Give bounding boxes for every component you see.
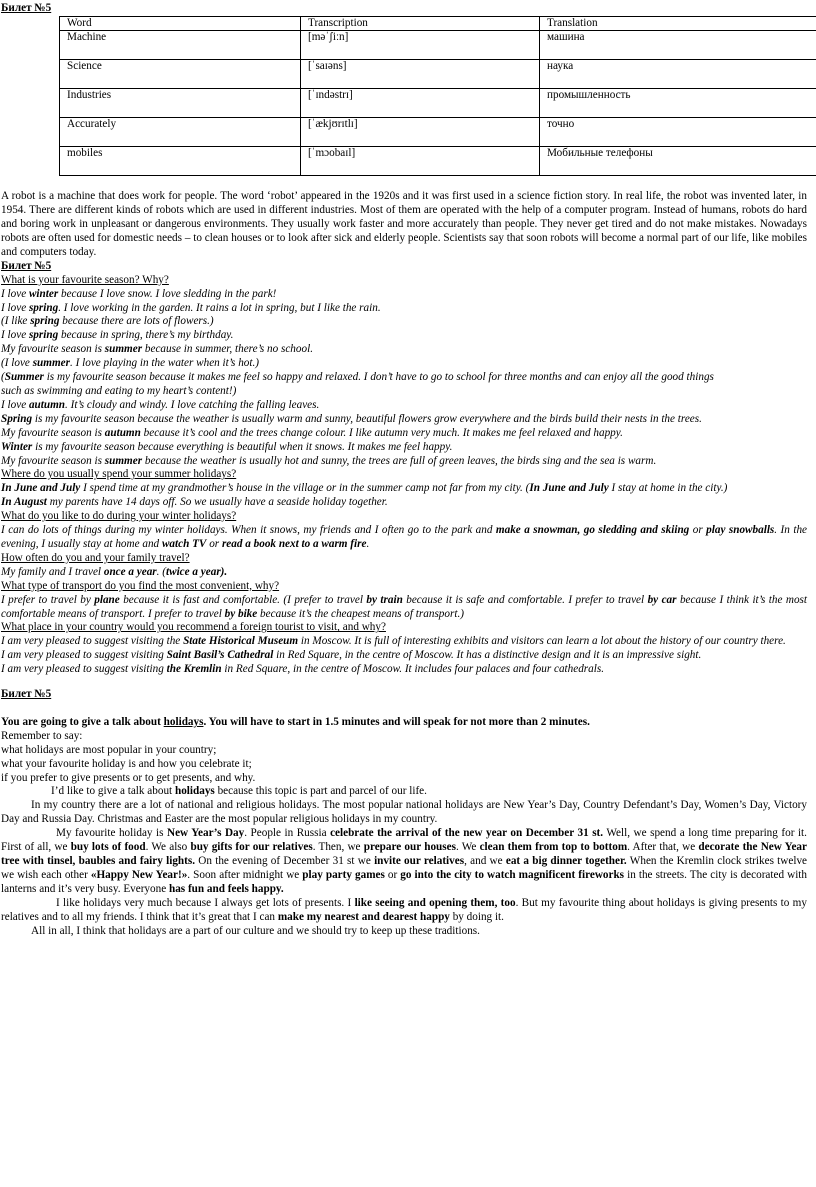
bold-run: play party games <box>302 868 385 881</box>
season-answer: I love spring because in spring, there’s my birthday. <box>1 329 234 342</box>
text-run: . Soon after midnight we <box>187 868 303 881</box>
summer-answer: In June and July I spend time at my grandmother’s house in the village or in the summer camp not far from my city. (In June and July I stay at home in the city.) <box>1 482 728 495</box>
text-run: in the streets. The city is decorated with lanterns and it’s very busy. Everyone <box>1 868 808 895</box>
answers-summer-holidays <box>1 482 807 510</box>
essay-paragraph-holidays: In my country there are a lot of national and religious holidays. The most popular national holidays are New Year’s Day, Country Defendant’s Day, Women’s Day, Victory Day and Russia Day. Christmas and Easter are the most popular religious holidays in my country. <box>1 799 807 826</box>
vocab-row <box>60 89 816 118</box>
vocab-word: Science <box>60 60 301 89</box>
vocab-translation: наука <box>540 60 816 89</box>
season-answer: Spring is my favourite season because the weather is usually warm and sunny, beautiful flowers grow everywhere and the birds build their nests in the trees. <box>1 412 702 425</box>
text-run: . After that, we <box>627 841 699 854</box>
place-answer: I am very pleased to suggest visiting the Kremlin in Red Square, in the centre of Moscow. It includes four palaces and four cathedrals. <box>1 663 605 676</box>
vocab-translation: точно <box>540 118 816 147</box>
season-answer: (I like spring because there are lots of flowers.) <box>1 315 214 328</box>
vocabulary-table <box>59 16 816 176</box>
bold-run: celebrate the arrival of the new year on December 31 st. <box>330 827 604 840</box>
vocab-translation: машина <box>540 31 816 60</box>
season-answer: My favourite season is autumn because it’s cool and the trees change colour. I like autumn very much. It makes me feel relaxed and happy. <box>1 426 623 439</box>
vocab-row <box>60 118 816 147</box>
season-answer: My favourite season is summer because in summer, there’s no school. <box>1 343 313 356</box>
bold-run: New Year’s Day <box>167 827 245 840</box>
season-answer: My favourite season is summer because the weather is usually hot and sunny, the trees are full of green leaves, the birds sing and the sea is warm. <box>1 454 657 467</box>
season-answer: I love spring. I love working in the garden. It rains a lot in spring, but I like the rain. <box>1 301 381 314</box>
vocab-transcription: [ˈsaɪəns] <box>301 60 540 89</box>
task-point: if you prefer to give presents or to get presents, and why. <box>1 771 256 784</box>
text-run: , and we <box>464 855 506 867</box>
text-run: by doing it. <box>449 910 504 923</box>
vocab-row <box>60 147 816 176</box>
ticket-heading-1: Билет №5 <box>1 2 52 14</box>
bold-run: buy gifts for our relatives <box>190 841 313 854</box>
question-place-to-visit: What place in your country would you recommend a foreign tourist to visit, and why? <box>1 621 386 634</box>
text-run: . But my favourite thing about holidays is giving presents to my relatives and to all my friends. I think that it’s great that I can <box>1 896 807 923</box>
bold-run: has fun and feels happy. <box>168 882 284 895</box>
text-run: . We <box>455 841 480 854</box>
text-run: On the evening of December 31 st we <box>195 855 375 867</box>
bold-run: eat a big dinner together. <box>505 855 627 867</box>
season-answer: (I love summer. I love playing in the water when it’s hot.) <box>1 357 260 370</box>
essay-paragraph-new-year <box>1 827 807 897</box>
text-run: . We also <box>145 841 191 854</box>
bold-run: buy lots of food <box>70 841 146 854</box>
bold-run: clean them from top to bottom <box>479 841 628 854</box>
vocab-transcription: [məˈʃiːn] <box>301 31 540 60</box>
question-transport: What type of transport do you find the most convenient, why? <box>1 579 280 592</box>
vocab-word: Industries <box>60 89 301 118</box>
bold-run: like seeing and opening them, too <box>354 896 516 909</box>
season-answer: (Summer is my favourite season because it makes me feel so happy and relaxed. I don’t have to go to school for three months and can enjoy all the good things such as swimming and eating to my heart’s content!) <box>1 371 714 397</box>
season-answer: Winter is my favourite season because everything is beautiful when it snows. It makes me feel happy. <box>1 440 453 453</box>
text-run: . Then, we <box>312 841 364 854</box>
answer-winter-holidays: I can do lots of things during my winter holidays. When it snows, my friends and I often go to the park and make a snowman, go sledding and skiing or play snowballs. In the evening, I usually stay at home and watch TV or read a book next to a warm fire. <box>1 524 808 550</box>
text-run: My favourite holiday is <box>56 827 167 840</box>
vocab-header-row <box>60 16 816 30</box>
bold-run: prepare our houses <box>363 841 456 854</box>
bold-run: «Happy New Year!» <box>90 868 188 881</box>
ticket-heading-2: Билет №5 <box>1 259 52 272</box>
vocab-transcription: [ˈɪndəstrɪ] <box>301 89 540 118</box>
question-favourite-season: What is your favourite season? Why? <box>1 273 169 286</box>
vocab-word: Machine <box>60 31 301 60</box>
essay-paragraph-intro: I’d like to give a talk about holidays because this topic is part and parcel of our life. <box>51 785 427 798</box>
vocab-header-translation: Translation <box>540 16 816 30</box>
bold-run: go into the city to watch magnificent fireworks <box>400 868 625 881</box>
task-instructions: You are going to give a talk about holidays. You will have to start in 1.5 minutes and will speak for not more than 2 minutes. <box>1 715 590 728</box>
text-run: I like holidays very much because I always get lots of presents. I <box>56 896 355 909</box>
task-point: what holidays are most popular in your country; <box>1 743 217 756</box>
vocab-header-transcription: Transcription <box>301 16 540 30</box>
bold-run: make my nearest and dearest happy <box>277 910 450 923</box>
vocab-row <box>60 60 816 89</box>
bold-run: invite our relatives <box>374 855 465 867</box>
answers-place-to-visit <box>1 635 807 677</box>
vocab-row <box>60 31 816 60</box>
remember-label: Remember to say: <box>1 729 83 742</box>
vocab-word: Accurately <box>60 118 301 147</box>
text-run: . People in Russia <box>244 827 331 840</box>
task-point: what your favourite holiday is and how you celebrate it; <box>1 757 252 770</box>
vocab-transcription: [ˈækjʊrɪtlɪ] <box>301 118 540 147</box>
answer-family-travel: My family and I travel once a year. (twice a year). <box>1 565 228 578</box>
vocab-transcription: [ˈmɔobaɪl] <box>301 147 540 176</box>
vocab-word: mobiles <box>60 147 301 176</box>
place-answer: I am very pleased to suggest visiting Saint Basil’s Cathedral in Red Square, in the centre of Moscow. It has a distinctive design and it is an impressive sight. <box>1 649 702 662</box>
bold-run: decorate the New Year tree with tinsel, baubles and fairy lights. <box>1 841 807 867</box>
essay-paragraph-conclusion: All in all, I think that holidays are a part of our culture and we should try to keep up these traditions. <box>31 924 480 937</box>
vocab-header-word: Word <box>60 16 301 30</box>
text-run: When the Kremlin clock strikes twelve we wish each other <box>1 855 808 881</box>
essay-paragraph-presents <box>1 897 807 925</box>
vocab-translation: Мобильные телефоны <box>540 147 816 176</box>
place-answer: I am very pleased to suggest visiting the State Historical Museum in Moscow. It is full of interesting exhibits and visitors can learn a lot about the history of our country there. <box>1 635 786 648</box>
question-winter-holidays: What do you like to do during your winter holidays? <box>1 510 237 523</box>
question-summer-holidays: Where do you usually spend your summer holidays? <box>1 468 237 481</box>
ticket-heading-3: Билет №5 <box>1 688 52 701</box>
text-run: or <box>384 868 401 881</box>
season-answer: I love autumn. It’s cloudy and windy. I love catching the falling leaves. <box>1 398 320 411</box>
question-family-travel: How often do you and your family travel? <box>1 551 190 564</box>
summer-answer: In August my parents have 14 days off. So we usually have a seaside holiday together. <box>1 496 388 509</box>
robot-text: A robot is a machine that does work for people. The word ‘robot’ appeared in the 1920s and it was first used in a science fiction story. In real life, the robot was invented later, in 1954. There are different kinds of robots which are used in different industries. Most of them are operated with the help of a computer program. Instead of humans, robots do hard and boring work in unpleasant or dangerous environments. They usually work faster and more accurately than people. They never get tired and do not make mistakes. Nowadays robots are often used for domestic needs – to clean houses or to look after sick and elderly people. Scientists say that soon robots will become a normal part of our life, like mobiles and computers today. <box>1 190 807 258</box>
text-run: Well, we spend a long time preparing for it. First of all, we <box>1 827 807 854</box>
answer-transport: I prefer to travel by plane because it is fast and comfortable. (I prefer to travel by train because it is safe and comfortable. I prefer to travel by car because I think it’s the most comfortable means of transport. I prefer to travel by bike because it’s the cheapest means of transport.) <box>1 593 807 620</box>
answers-favourite-season <box>1 288 807 469</box>
season-answer: I love winter because I love snow. I love sledding in the park! <box>1 287 277 300</box>
vocab-translation: промышленность <box>540 89 816 118</box>
